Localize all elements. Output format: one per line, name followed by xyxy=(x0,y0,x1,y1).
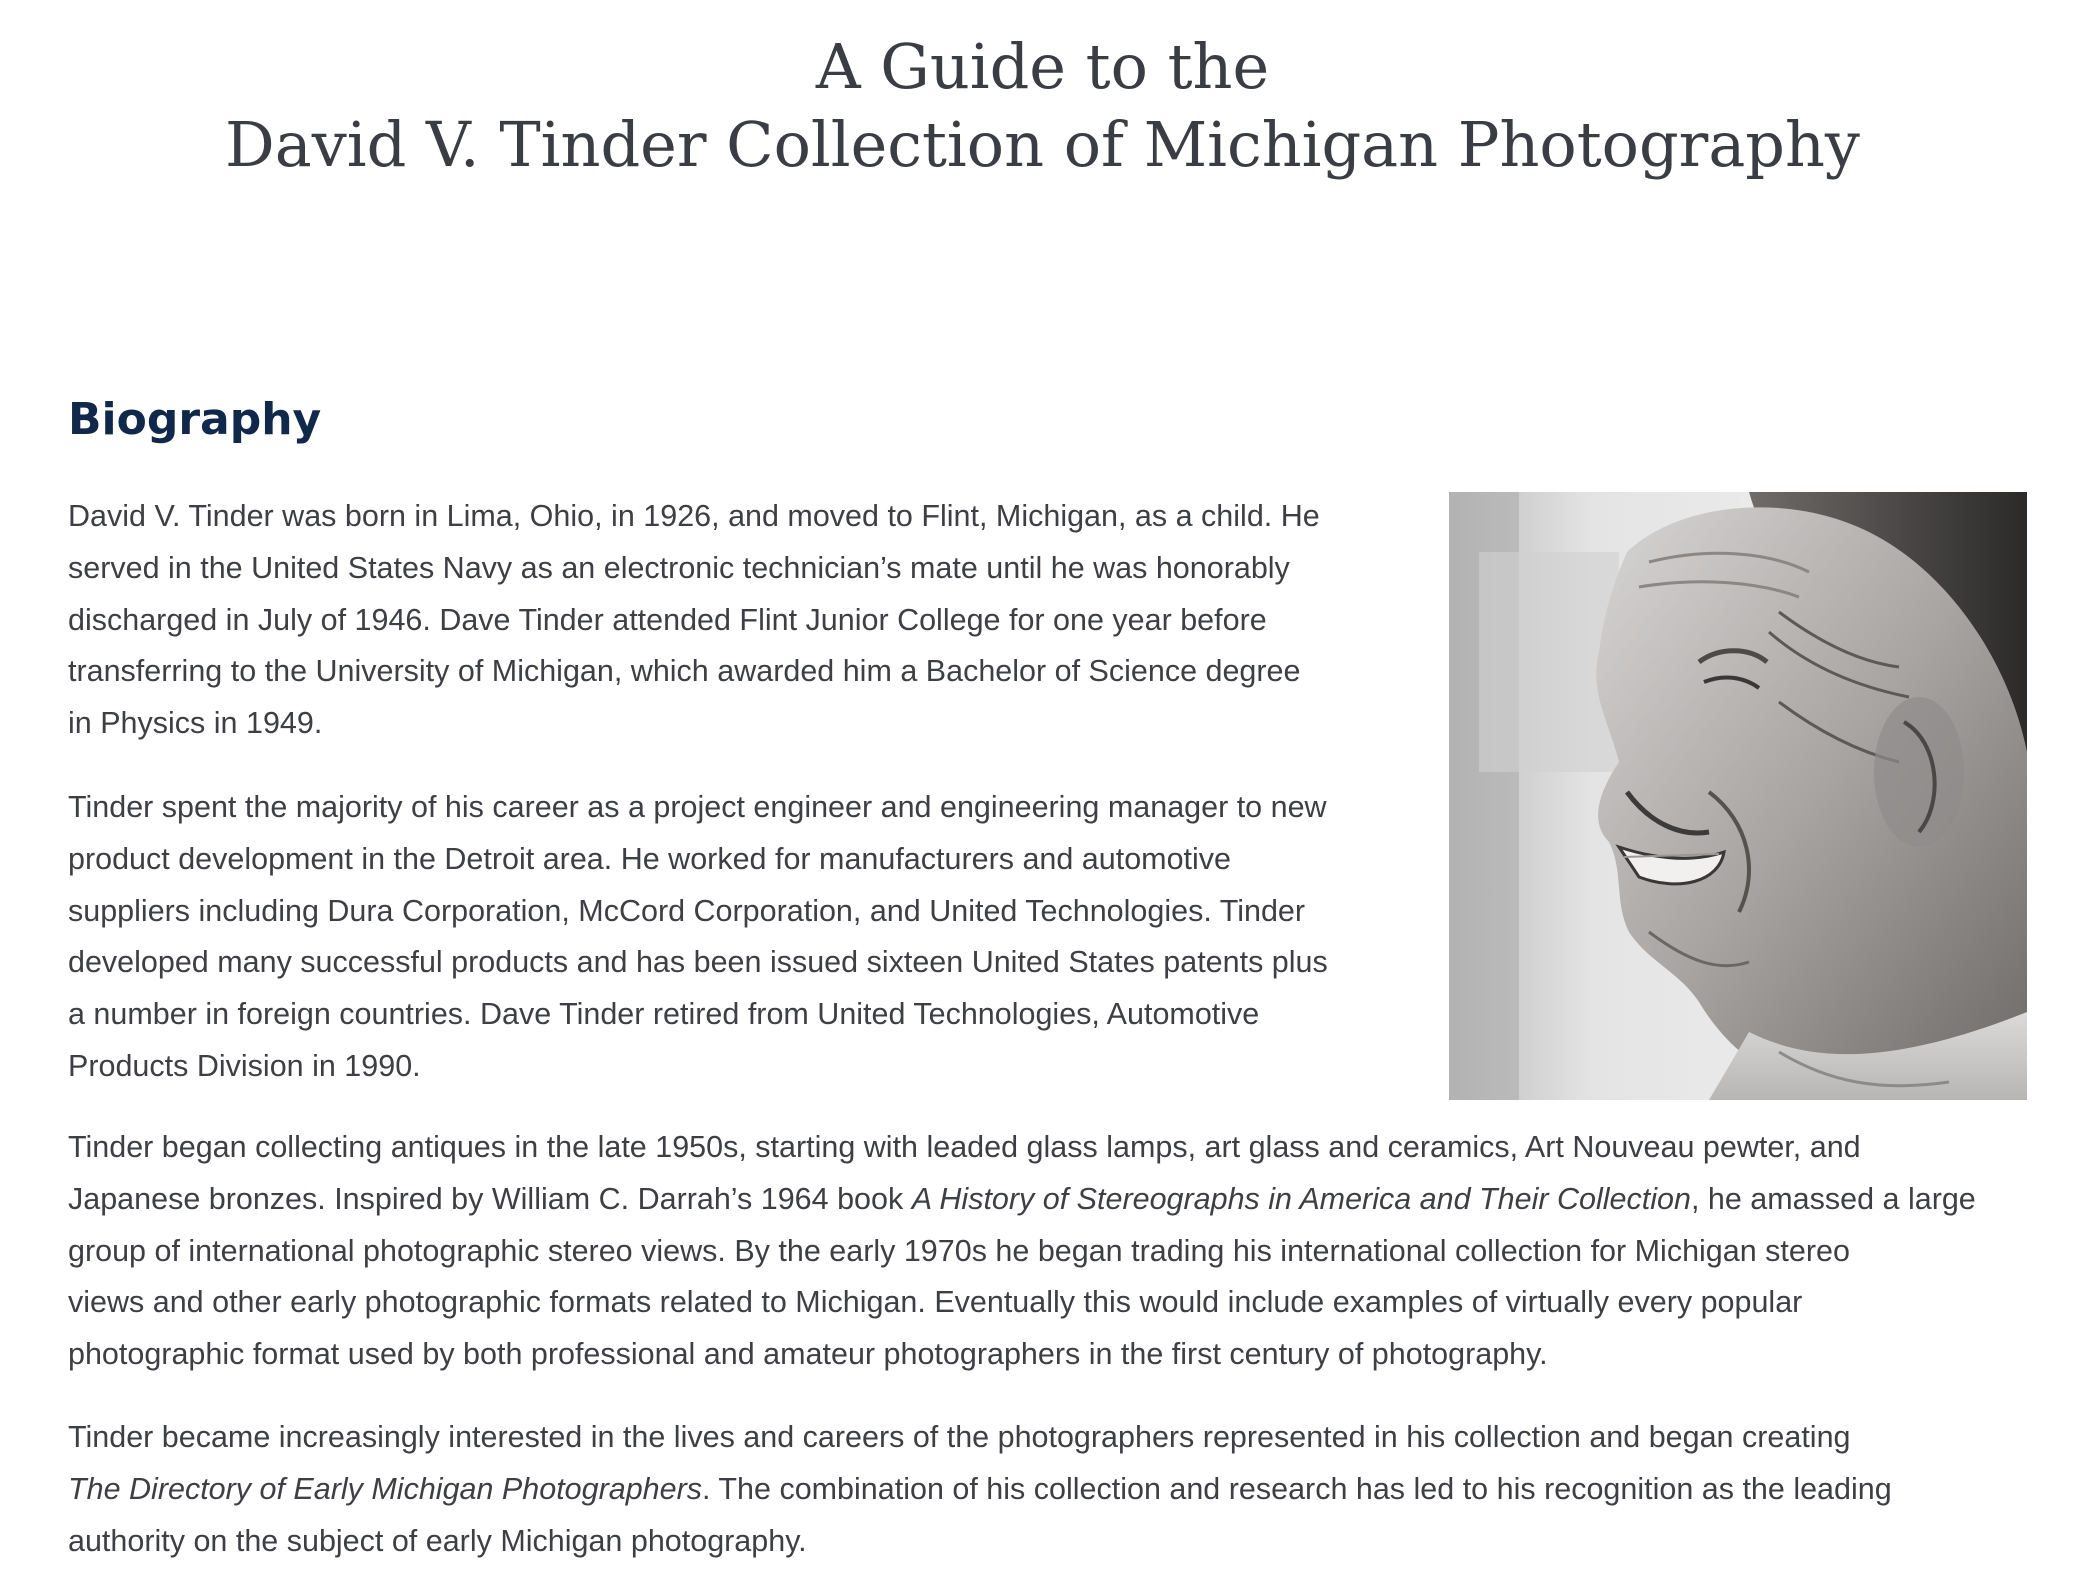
biography-paragraph-4 xyxy=(68,1412,1892,1567)
page-title xyxy=(0,28,2085,184)
paragraph-text: , he amassed a large xyxy=(1690,1181,1976,1216)
biography-paragraph-2 xyxy=(68,782,1328,1093)
biography-heading: Biography xyxy=(68,394,322,445)
page-title-line-1: A Guide to the xyxy=(815,30,1270,103)
david-tinder-portrait-photo xyxy=(1449,492,2027,1100)
paragraph-line: developed many successful products and has been issued sixteen United States patents plus xyxy=(68,945,1328,980)
paragraph-text: Japanese bronzes. Inspired by William C. Darrah’s 1964 book xyxy=(68,1181,912,1216)
paragraph-line: Products Division in 1990. xyxy=(68,1048,421,1083)
paragraph-line xyxy=(68,1174,1976,1226)
paragraph-line: served in the United States Navy as an electronic technician’s mate until he was honorably xyxy=(68,550,1290,585)
book-title: The Directory of Early Michigan Photographers xyxy=(68,1471,703,1506)
paragraph-line: discharged in July of 1946. Dave Tinder attended Flint Junior College for one year before xyxy=(68,602,1267,637)
paragraph-line: Tinder spent the majority of his career as a project engineer and engineering manager to new xyxy=(68,790,1327,824)
paragraph-line: David V. Tinder was born in Lima, Ohio, in 1926, and moved to Flint, Michigan, as a child. He xyxy=(68,499,1320,533)
biography-paragraph-3 xyxy=(68,1122,1976,1381)
paragraph-line: group of international photographic stereo views. By the early 1970s he began trading his international collection for Michigan stereo xyxy=(68,1233,1850,1268)
paragraph-line: product development in the Detroit area. He worked for manufacturers and automotive xyxy=(68,841,1232,876)
portrait-image xyxy=(1449,492,2027,1100)
paragraph-line: authority on the subject of early Michigan photography. xyxy=(68,1523,807,1558)
paragraph-line: in Physics in 1949. xyxy=(68,706,323,741)
paragraph-line: views and other early photographic formats related to Michigan. Eventually this would include examples of virtually every popular xyxy=(68,1285,1803,1320)
page-title-line-2: David V. Tinder Collection of Michigan Photography xyxy=(225,108,1860,181)
paragraph-line: photographic format used by both professional and amateur photographers in the first century of photography. xyxy=(68,1337,1548,1372)
biography-paragraph-1 xyxy=(68,491,1320,750)
book-title: A History of Stereographs in America and Their Collection xyxy=(911,1181,1691,1216)
paragraph-text: . The combination of his collection and research has led to his recognition as the leading xyxy=(702,1471,1892,1506)
paragraph-line: suppliers including Dura Corporation, McCord Corporation, and United Technologies. Tinder xyxy=(68,893,1306,928)
paragraph-line xyxy=(68,1464,1892,1516)
paragraph-line: transferring to the University of Michigan, which awarded him a Bachelor of Science degree xyxy=(68,654,1301,689)
paragraph-line: Tinder began collecting antiques in the late 1950s, starting with leaded glass lamps, art glass and ceramics, Art Nouveau pewter, and xyxy=(68,1130,1861,1164)
paragraph-line: a number in foreign countries. Dave Tinder retired from United Technologies, Automotive xyxy=(68,997,1260,1032)
paragraph-line: Tinder became increasingly interested in the lives and careers of the photographers represented in his collection and began creating xyxy=(68,1420,1851,1454)
